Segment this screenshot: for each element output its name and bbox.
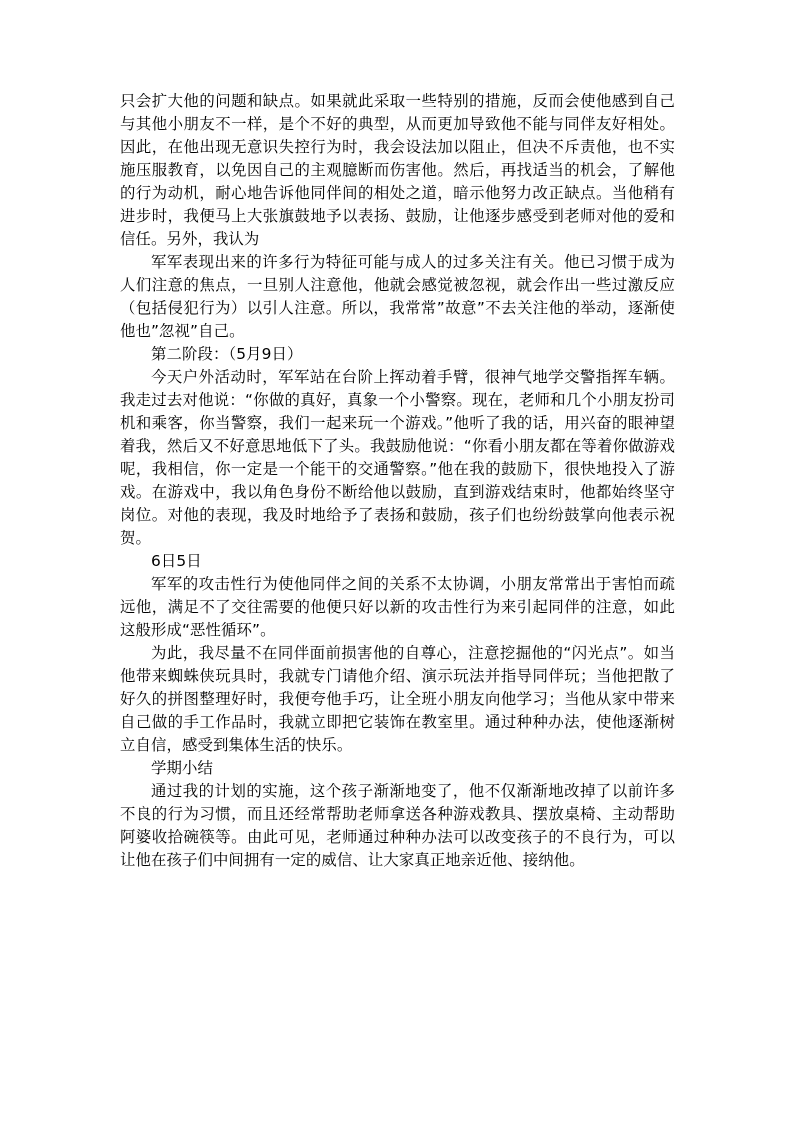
paragraph-6: 通过我的计划的实施，这个孩子渐渐地变了，他不仅渐渐地改掉了以前许多不良的行为习惯，而且还经常帮助老师拿送各种游戏教具、摆放桌椅、主动帮助阿婆收拾碗筷等。由此可见，老师通过种种办法可以改变孩子的不良行为，可以让他在孩子们中间拥有一定的威信、让大家真正地亲近他、接纳他。: [120, 782, 675, 869]
paragraph-5: 为此，我尽量不在同伴面前损害他的自尊心，注意挖掘他的“闪光点”。如当他带来蜘蛛侠玩具时，我就专门请他介绍、演示玩法并指导同伴玩；当他把散了好久的拼图整理好时，我便夸他手巧，让全班小朋友向他学习；当他从家中带来自己做的手工作品时，我就立即把它装饰在教室里。通过种种办法，使他逐渐树立自信，感受到集体生活的快乐。: [120, 644, 675, 754]
paragraph-3: 今天户外活动时，军军站在台阶上挥动着手臂，很神气地学交警指挥车辆。我走过去对他说：“你做的真好，真象一个小警察。现在，老师和几个小朋友扮司机和乘客，你当警察，我们一起来玩一个游戏。”他听了我的话，用兴奋的眼神望着我，然后又不好意思地低下了头。我鼓励他说：“你看小朋友都在等着你做游戏呢，我相信，你一定是一个能干的交通警察。”他在我的鼓励下，很快地投入了游戏。在游戏中，我以角色身份不断给他以鼓励，直到游戏结束时，他都始终坚守岗位。对他的表现，我及时地给予了表扬和鼓励，孩子们也纷纷鼓掌向他表示祝贺。: [120, 368, 675, 547]
document-page: [120, 90, 675, 872]
paragraph-2: 军军表现出来的许多行为特征可能与成人的过多关注有关。他已习惯于成为人们注意的焦点，一旦别人注意他，他就会感觉被忽视，就会作出一些过激反应（包括侵犯行为）以引人注意。所以，我常常”故意”不去关注他的举动，逐渐使他也”忽视”自己。: [120, 253, 675, 340]
section-heading-summary: 学期小结: [151, 759, 213, 777]
section-heading-stage-two: 第二阶段：（5月9日）: [151, 345, 303, 363]
paragraph-1: 只会扩大他的问题和缺点。如果就此采取一些特别的措施，反而会使他感到自己与其他小朋友不一样，是个不好的典型，从而更加导致他不能与同伴友好相处。因此，在他出现无意识失控行为时，我会设法加以阻止，但决不斥责他，也不实施压服教育，以免因自己的主观臆断而伤害他。然后，再找适当的机会，了解他的行为动机，耐心地告诉他同伴间的相处之道，暗示他努力改正缺点。当他稍有进步时，我便马上大张旗鼓地予以表扬、鼓励，让他逐步感受到老师对他的爱和信任。另外，我认为: [120, 92, 675, 248]
section-heading-date: 6日5日: [151, 552, 202, 570]
paragraph-4: 军军的攻击性行为使他同伴之间的关系不太协调，小朋友常常出于害怕而疏远他，满足不了交往需要的他便只好以新的攻击性行为来引起同伴的注意，如此这般形成“恶性循环”。: [120, 575, 675, 639]
